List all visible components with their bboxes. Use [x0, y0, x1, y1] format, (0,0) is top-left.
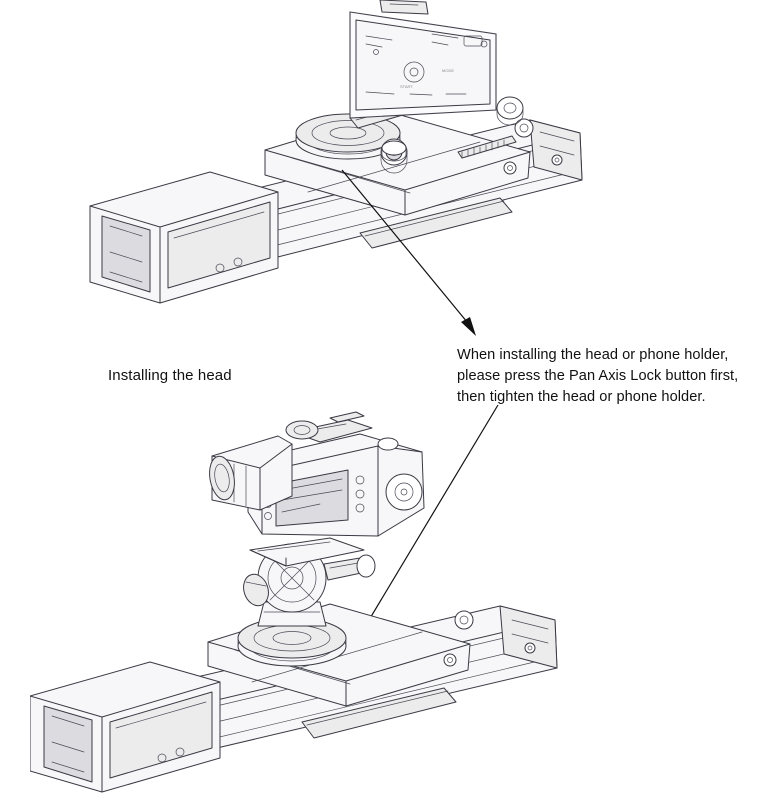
phone-holder — [350, 0, 496, 128]
phone-screen-label-mode: MODE — [442, 68, 454, 73]
figure-slider-with-dslr-camera — [30, 400, 640, 800]
note-pan-axis-lock — [457, 345, 767, 408]
note-line-2: please press the Pan Axis Lock button first, — [457, 368, 739, 384]
note-line-1: When installing the head or phone holder, — [457, 347, 729, 363]
bottom-illustration-svg — [30, 400, 640, 800]
caption-installing-the-head: Installing the head — [108, 367, 232, 384]
note-line-3: then tighten the head or phone holder. — [457, 389, 706, 405]
battery-control-box — [90, 172, 278, 303]
battery-control-box-bottom — [30, 662, 220, 792]
annotation-arrow-top — [330, 160, 530, 360]
phone-screen-label-start: START — [400, 84, 413, 89]
dslr-camera — [206, 412, 424, 536]
